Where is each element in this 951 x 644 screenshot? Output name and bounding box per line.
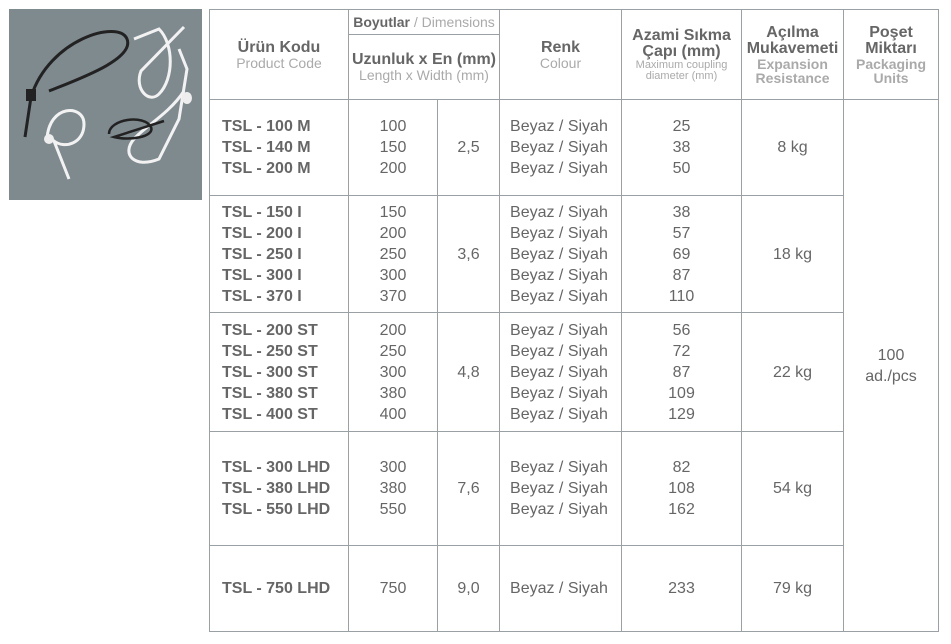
diameter-value: 82 (672, 459, 691, 476)
product-code: TSL - 750 LHD (222, 580, 331, 597)
header-colour-tr: Renk (540, 38, 581, 56)
header-diameter-tr-2: Çapı (mm) (642, 42, 721, 60)
length-value: 550 (379, 501, 407, 518)
length-value: 200 (379, 160, 407, 177)
product-code: TSL - 400 ST (222, 405, 318, 423)
diameters-cell (622, 313, 742, 432)
length-value: 380 (379, 480, 407, 497)
diameter-value: 69 (672, 245, 691, 263)
diameter-value: 233 (668, 580, 695, 597)
product-code: TSL - 200 M (222, 160, 311, 177)
width-value: 4,8 (438, 313, 500, 432)
diameters-cell (622, 546, 742, 632)
colour-value: Beyaz / Siyah (510, 480, 608, 497)
length-value: 400 (379, 405, 407, 423)
diameter-value: 72 (672, 342, 691, 360)
header-diameter-tr-1: Azami Sıkma (632, 26, 731, 44)
diameters-cell (622, 196, 742, 313)
diameters-cell (622, 432, 742, 546)
product-code: TSL - 200 ST (222, 321, 318, 339)
product-code: TSL - 250 ST (222, 342, 318, 360)
header-product-code-en: Product Code (236, 54, 322, 71)
diameters-cell (622, 100, 742, 196)
header-expansion-tr-1: Açılma (766, 23, 819, 41)
product-code: TSL - 300 ST (222, 363, 318, 381)
product-code: TSL - 380 LHD (222, 480, 331, 497)
diameter-value: 110 (668, 287, 695, 305)
colours-cell (500, 432, 622, 546)
diameter-value: 38 (672, 139, 691, 156)
colour-value: Beyaz / Siyah (510, 342, 608, 360)
colours-cell (500, 196, 622, 313)
colour-value: Beyaz / Siyah (510, 384, 608, 402)
product-code: TSL - 300 I (222, 266, 302, 284)
colours-cell (500, 313, 622, 432)
product-code: TSL - 250 I (222, 245, 302, 263)
colours-cell (500, 100, 622, 196)
colour-value: Beyaz / Siyah (510, 224, 608, 242)
product-code: TSL - 550 LHD (222, 501, 331, 518)
width-value: 7,6 (438, 432, 500, 546)
colour-value: Beyaz / Siyah (510, 266, 608, 284)
lengths-cell (349, 313, 438, 432)
colour-value: Beyaz / Siyah (510, 321, 608, 339)
diameter-value: 129 (668, 405, 695, 423)
product-code: TSL - 140 M (222, 139, 311, 156)
diameter-value: 57 (672, 224, 691, 242)
colour-value: Beyaz / Siyah (510, 139, 608, 156)
product-code: TSL - 380 ST (222, 384, 318, 402)
product-code: TSL - 300 LHD (222, 459, 331, 476)
lengths-cell (349, 546, 438, 632)
colour-value: Beyaz / Siyah (510, 203, 608, 221)
header-length-width-tr: Uzunluk x En (mm) (352, 51, 497, 68)
header-length-width-en: Length x Width (mm) (359, 67, 489, 83)
codes-cell (210, 100, 349, 196)
product-code: TSL - 150 I (222, 203, 302, 221)
length-value: 150 (379, 203, 407, 221)
diameter-value: 25 (672, 118, 691, 135)
length-value: 300 (379, 363, 407, 381)
header-diameter-en-2: diameter (mm) (645, 69, 718, 82)
packaging-quantity: 100 (877, 346, 905, 364)
specification-table (209, 9, 939, 632)
width-value: 2,5 (438, 100, 500, 196)
length-value: 100 (379, 118, 407, 135)
header-expansion (742, 10, 844, 100)
colour-value: Beyaz / Siyah (510, 405, 608, 423)
header-dimensions-slash: / (413, 14, 418, 30)
codes-cell (210, 196, 349, 313)
product-code: TSL - 100 M (222, 118, 311, 135)
colour-value: Beyaz / Siyah (510, 118, 608, 135)
table-row (210, 100, 939, 196)
header-row-1 (210, 10, 939, 35)
header-expansion-en-1: Expansion (757, 55, 828, 72)
lengths-cell (349, 196, 438, 313)
codes-cell (210, 313, 349, 432)
diameter-value: 162 (668, 501, 695, 518)
table-row (210, 546, 939, 632)
colours-cell (500, 546, 622, 632)
header-dimensions (349, 10, 500, 35)
width-value: 3,6 (438, 196, 500, 313)
table-row (210, 196, 939, 313)
header-diameter (622, 10, 742, 100)
length-value: 300 (379, 266, 407, 284)
packaging-unit: ad./pcs (865, 367, 917, 385)
colour-value: Beyaz / Siyah (510, 287, 608, 305)
length-value: 750 (379, 580, 407, 597)
lengths-cell (349, 432, 438, 546)
header-diameter-en-1: Maximum coupling (635, 58, 728, 71)
diameter-value: 87 (672, 266, 691, 284)
header-product-code (210, 10, 349, 100)
colour-value: Beyaz / Siyah (510, 160, 608, 177)
resistance-value: 22 kg (742, 313, 844, 432)
codes-cell (210, 432, 349, 546)
diameter-value: 56 (672, 321, 691, 339)
diameter-value: 38 (672, 203, 691, 221)
length-value: 300 (379, 459, 407, 476)
colour-value: Beyaz / Siyah (510, 459, 608, 476)
colour-value: Beyaz / Siyah (510, 501, 608, 518)
colour-value: Beyaz / Siyah (510, 363, 608, 381)
length-value: 380 (379, 384, 407, 402)
header-dimensions-en: Dimensions (421, 14, 495, 30)
header-expansion-en-2: Resistance (755, 69, 830, 86)
product-code: TSL - 200 I (222, 224, 302, 242)
width-value: 9,0 (438, 546, 500, 632)
resistance-value: 54 kg (742, 432, 844, 546)
header-colour (500, 10, 622, 100)
header-dimensions-tr: Boyutlar (353, 14, 410, 30)
colour-value: Beyaz / Siyah (510, 245, 608, 263)
header-packaging-tr-1: Poşet (869, 23, 913, 41)
codes-cell (210, 546, 349, 632)
diameter-value: 87 (672, 363, 691, 381)
header-colour-en: Colour (539, 54, 582, 71)
cable-ties-image (9, 9, 202, 200)
length-value: 250 (379, 245, 407, 263)
header-product-code-tr: Ürün Kodu (237, 38, 321, 56)
product-code: TSL - 370 I (222, 287, 302, 305)
table-row (210, 432, 939, 546)
length-value: 250 (379, 342, 407, 360)
product-photo (9, 9, 202, 200)
lengths-cell (349, 100, 438, 196)
resistance-value: 18 kg (742, 196, 844, 313)
length-value: 200 (379, 224, 407, 242)
packaging-cell (844, 100, 939, 632)
header-expansion-tr-2: Mukavemeti (746, 39, 839, 57)
diameter-value: 109 (668, 384, 695, 402)
diameter-value: 50 (672, 160, 691, 177)
length-value: 370 (379, 287, 407, 305)
header-packaging-en-2: Units (873, 69, 909, 86)
header-packaging (844, 10, 939, 100)
header-packaging-tr-2: Miktarı (865, 39, 917, 57)
table-row (210, 313, 939, 432)
header-length-width (349, 35, 500, 100)
resistance-value: 8 kg (742, 100, 844, 196)
header-packaging-en-1: Packaging (856, 55, 927, 72)
diameter-value: 108 (668, 480, 695, 497)
length-value: 200 (379, 321, 407, 339)
colour-value: Beyaz / Siyah (510, 580, 608, 597)
resistance-value: 79 kg (742, 546, 844, 632)
length-value: 150 (379, 139, 407, 156)
